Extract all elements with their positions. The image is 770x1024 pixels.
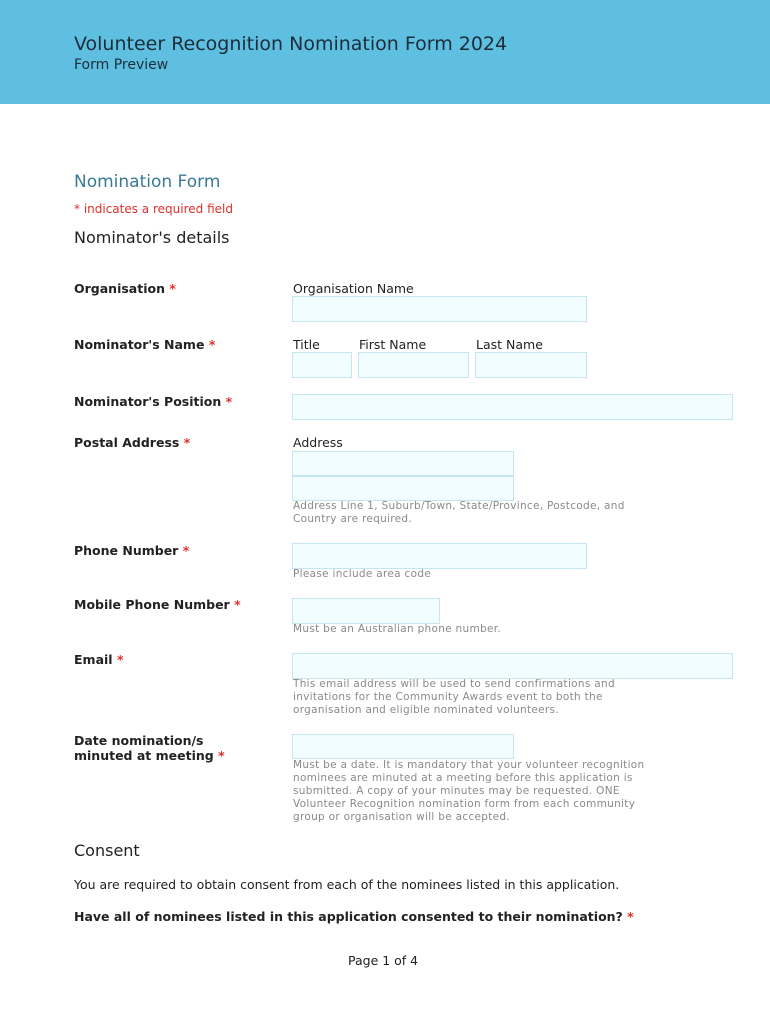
required-star: *: [218, 748, 225, 763]
mobile-label: Mobile Phone Number *: [74, 597, 241, 612]
last-name-input[interactable]: [475, 352, 587, 378]
required-star: *: [234, 597, 241, 612]
organisation-name-input[interactable]: [292, 296, 587, 322]
consent-text: You are required to obtain consent from each of the nominees listed in this application.: [74, 877, 620, 892]
organisation-name-label: Organisation Name: [293, 281, 414, 296]
address-line2-input[interactable]: [292, 476, 514, 501]
email-input[interactable]: [292, 653, 733, 679]
form-subtitle: Form Preview: [74, 57, 169, 73]
title-label: Title: [293, 337, 320, 352]
required-star: *: [627, 909, 634, 924]
first-name-label: First Name: [359, 337, 427, 352]
organisation-label: Organisation *: [74, 281, 176, 296]
postal-address-label: Postal Address *: [74, 435, 191, 450]
email-hint: This email address will be used to send confirmations and invitations for the Community Awards event to both the organisation and eligible nominated volunteers.: [293, 678, 615, 716]
form-header: [0, 0, 770, 104]
required-star: *: [183, 435, 191, 450]
required-star: *: [208, 337, 216, 352]
date-hint: Must be a date. It is mandatory that your volunteer recognition nominees are minuted at a meeting before this application is submitted. A copy of your minutes may be requested. ONE Volunteer Recognition nomination form from each community group or organisation will be accepted.: [293, 759, 645, 823]
nominator-heading: Nominator's details: [74, 228, 230, 247]
first-name-input[interactable]: [358, 352, 469, 378]
position-label: Nominator's Position *: [74, 394, 233, 409]
consent-heading: Consent: [74, 841, 140, 860]
form-title: Volunteer Recognition Nomination Form 2024: [74, 33, 508, 55]
address-line1-input[interactable]: [292, 451, 514, 476]
required-star: *: [225, 394, 233, 409]
phone-hint: Please include area code: [293, 568, 432, 580]
last-name-label: Last Name: [476, 337, 543, 352]
email-label: Email *: [74, 652, 124, 667]
mobile-hint: Must be an Australian phone number.: [293, 623, 502, 635]
position-input[interactable]: [292, 394, 733, 420]
section-title: Nomination Form: [74, 172, 221, 192]
mobile-input[interactable]: [292, 598, 440, 624]
address-hint: Address Line 1, Suburb/Town, State/Province, Postcode, and Country are required.: [293, 500, 625, 525]
consent-question: Have all of nominees listed in this application consented to their nomination? *: [74, 909, 634, 924]
required-star: *: [169, 281, 176, 296]
required-note: * indicates a required field: [74, 202, 233, 216]
date-label: Date nomination/s minuted at meeting *: [74, 733, 225, 763]
address-label: Address: [293, 435, 343, 450]
date-input[interactable]: [292, 734, 514, 759]
required-star: *: [182, 543, 190, 558]
nominator-name-label: Nominator's Name *: [74, 337, 216, 352]
title-input[interactable]: [292, 352, 352, 378]
phone-input[interactable]: [292, 543, 587, 569]
phone-label: Phone Number *: [74, 543, 190, 558]
required-star: *: [116, 652, 124, 667]
page-number: Page 1 of 4: [348, 953, 419, 968]
